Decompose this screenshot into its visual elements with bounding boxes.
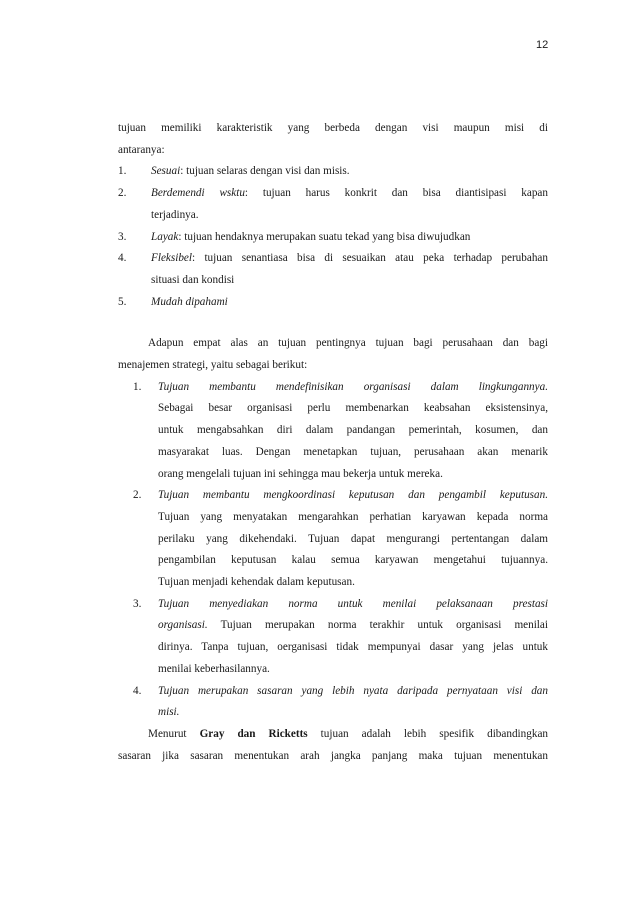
list-text: masyarakat luas. Dengan menetapkan tujuan, perusahaan akan menarik	[158, 445, 548, 458]
list-text: menilai keberhasilannya.	[158, 662, 270, 675]
list-term: Berdemendi wsktu	[151, 187, 245, 200]
para2-line-1: Adapun empat alas an tujuan pentingnya tujuan bagi perusahaan dan bagi	[148, 337, 548, 350]
list-item	[118, 485, 548, 594]
list-text: untuk mengabsahkan diri dalam pandangan pemerintah, kosumen, dan	[158, 424, 548, 437]
list-term: Fleksibel	[151, 252, 193, 265]
list-text: : tujuan hendaknya merupakan suatu tekad yang bisa diwujudkan	[178, 230, 471, 243]
list-text: perilaku yang dikehendaki. Tujuan dapat mengurangi pertentangan dalam	[158, 532, 548, 545]
list-item	[118, 227, 548, 249]
para3-pre: Menurut	[148, 727, 200, 740]
list-text: Tujuan merupakan norma terakhir untuk organisasi menilai	[207, 619, 548, 632]
list-text: Tujuan yang menyatakan mengarahkan perhatian karyawan kepada norma	[158, 510, 548, 523]
list-text: : tujuan senantiasa bisa di sesuaikan atau peka terhadap perubahan	[192, 252, 548, 265]
list-heading: Tujuan merupakan sasaran yang lebih nyata daripada pernyataan visi dan	[158, 684, 548, 697]
list-text: : tujuan selaras dengan visi dan misis.	[180, 165, 350, 178]
list-item	[118, 161, 548, 183]
list-number: 3.	[118, 230, 127, 243]
para3-line-1	[118, 724, 548, 746]
list-number: 2.	[118, 187, 127, 200]
list-number: 5.	[118, 295, 127, 308]
list-heading: Tujuan membantu mengkoordinasi keputusan dan pengambil keputusan.	[158, 489, 548, 502]
document-body	[118, 118, 548, 767]
list-text: pengambilan keputusan kalau semua karyawan mengetahui tujuannya.	[158, 554, 548, 567]
para2-line-2: menajemen strategi, yaitu sebagai berikut:	[118, 359, 308, 372]
list-heading-cont: misi.	[158, 706, 180, 719]
list-text: dirinya. Tanpa tujuan, oerganisasi tidak mempunyai dasar yang jelas untuk	[158, 641, 548, 654]
list-text: : tujuan harus konkrit dan bisa diantisipasi kapan	[244, 187, 548, 200]
intro-line-1: tujuan memiliki karakteristik yang berbeda dengan visi maupun misi di	[118, 122, 548, 134]
page-number: 12	[536, 39, 549, 51]
list-text: Tujuan menjadi kehendak dalam keputusan.	[158, 576, 355, 589]
list-number: 4.	[133, 684, 142, 697]
list-text: orang mengelali tujuan ini sehingga mau bekerja untuk mereka.	[158, 467, 443, 480]
list-term: Sesuai	[151, 165, 181, 178]
para3-post: tujuan adalah lebih spesifik dibandingkan	[307, 727, 548, 740]
list-text-cont: terjadinya.	[151, 208, 199, 221]
list-heading-cont: organisasi.	[158, 619, 208, 632]
list-text: Sebagai besar organisasi perlu membenarkan keabsahan eksistensinya,	[158, 402, 548, 415]
reasons-list	[118, 377, 548, 724]
list-item	[118, 292, 548, 314]
list-item	[118, 248, 548, 291]
list-term: Mudah dipahami	[151, 295, 228, 308]
list-heading: Tujuan menyediakan norma untuk menilai pelaksanaan prestasi	[158, 597, 548, 610]
list-item	[118, 594, 548, 681]
list-number: 3.	[133, 597, 142, 610]
author-names: Gray dan Ricketts	[199, 727, 308, 740]
list-item	[118, 681, 548, 724]
list-term: Layak	[151, 230, 179, 243]
list-item	[118, 183, 548, 226]
list-number: 2.	[133, 489, 142, 502]
list-number: 1.	[133, 380, 142, 393]
list-number: 1.	[118, 165, 127, 178]
intro-line-2: antaranya:	[118, 143, 165, 156]
list-number: 4.	[118, 252, 127, 265]
para3-line-2: sasaran jika sasaran menentukan arah jangka panjang maka tujuan menentukan	[118, 749, 548, 762]
list-heading: Tujuan membantu mendefinisikan organisasi dalam lingkungannya.	[158, 380, 548, 393]
characteristics-list	[118, 161, 548, 313]
list-text-cont: situasi dan kondisi	[151, 273, 235, 286]
list-item	[118, 377, 548, 486]
